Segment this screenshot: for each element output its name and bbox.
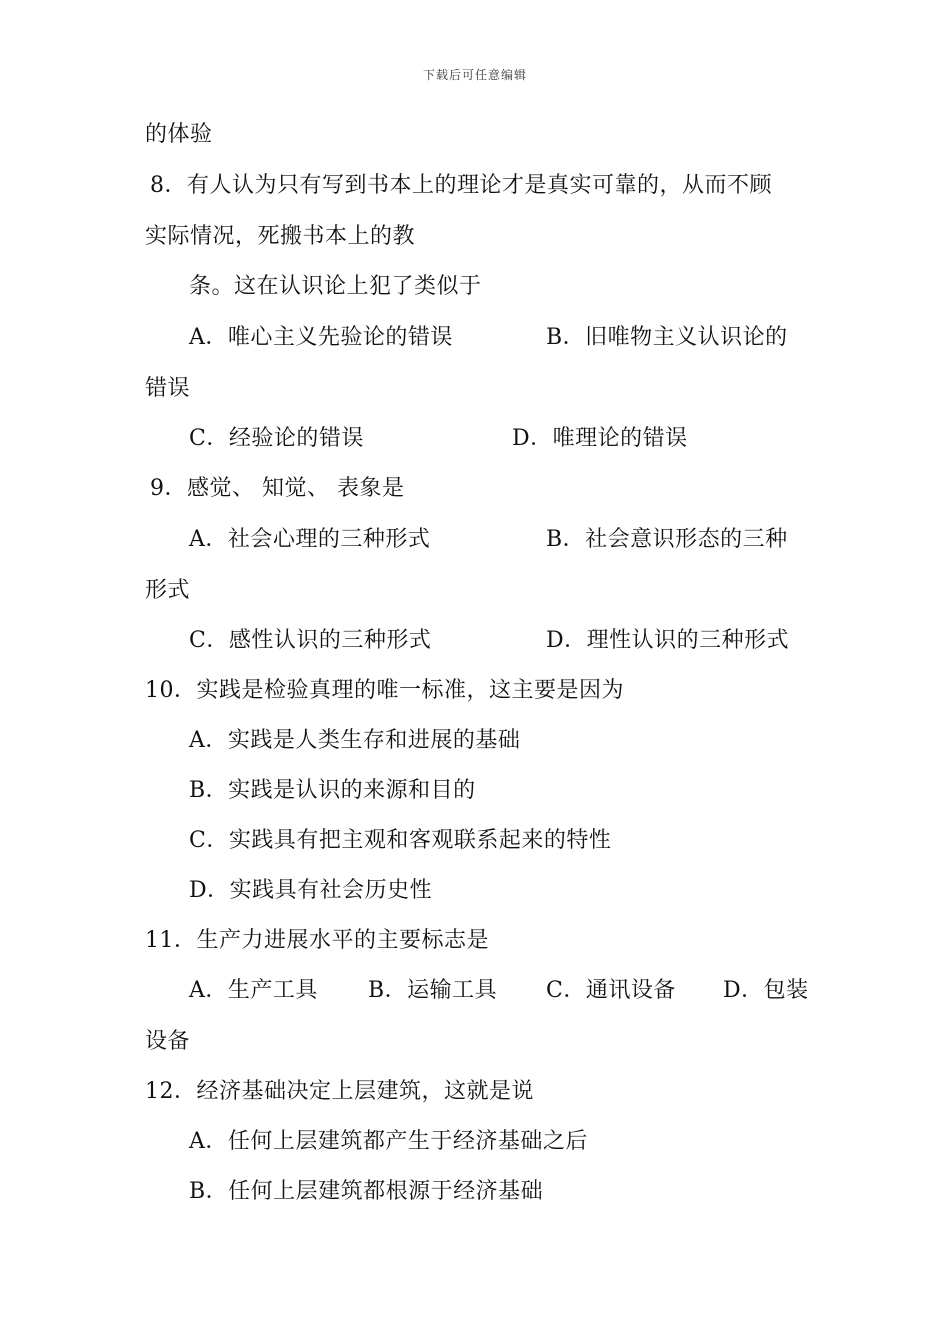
- option-d: D．包装: [723, 978, 809, 1003]
- option-b: B．社会意识形态的三种: [546, 527, 788, 552]
- option-b: B．旧唯物主义认识论的: [546, 325, 788, 350]
- option-b: B．任何上层建筑都根源于经济基础: [189, 1179, 544, 1204]
- option-a: A．生产工具: [189, 978, 318, 1003]
- option-b: B．实践是认识的来源和目的: [189, 778, 476, 803]
- text-line: 实际情况，死搬书本上的教: [145, 224, 416, 249]
- option-a: A．唯心主义先验论的错误: [189, 325, 453, 350]
- option-b: B．运输工具: [368, 978, 498, 1003]
- question-10: 10．实践是检验真理的唯一标准，这主要是因为: [145, 678, 624, 703]
- text-line: 形式: [145, 578, 191, 603]
- option-d: D．实践具有社会历史性: [189, 878, 433, 903]
- option-d: D．理性认识的三种形式: [546, 628, 790, 653]
- option-a: A．实践是人类生存和进展的基础: [189, 728, 521, 753]
- question-9: 9．感觉、 知觉、 表象是: [150, 476, 405, 501]
- text-line: 的体验: [145, 122, 213, 147]
- option-d: D．唯理论的错误: [512, 426, 688, 451]
- option-a: A．社会心理的三种形式: [189, 527, 431, 552]
- option-c: C．实践具有把主观和客观联系起来的特性: [189, 828, 612, 853]
- text-line: 错误: [145, 376, 191, 401]
- question-8: 8．有人认为只有写到书本上的理论才是真实可靠的，从而不顾: [150, 173, 772, 198]
- text-line: 条。这在认识论上犯了类似于: [189, 274, 482, 299]
- question-11: 11．生产力进展水平的主要标志是: [145, 928, 489, 953]
- question-12: 12．经济基础决定上层建筑，这就是说: [145, 1079, 534, 1104]
- option-c: C．感性认识的三种形式: [189, 628, 432, 653]
- option-c: C．通讯设备: [546, 978, 676, 1003]
- option-a: A．任何上层建筑都产生于经济基础之后: [189, 1129, 588, 1154]
- option-c: C．经验论的错误: [189, 426, 364, 451]
- page-header: 下载后可任意编辑: [422, 68, 527, 82]
- text-line: 设备: [145, 1029, 191, 1054]
